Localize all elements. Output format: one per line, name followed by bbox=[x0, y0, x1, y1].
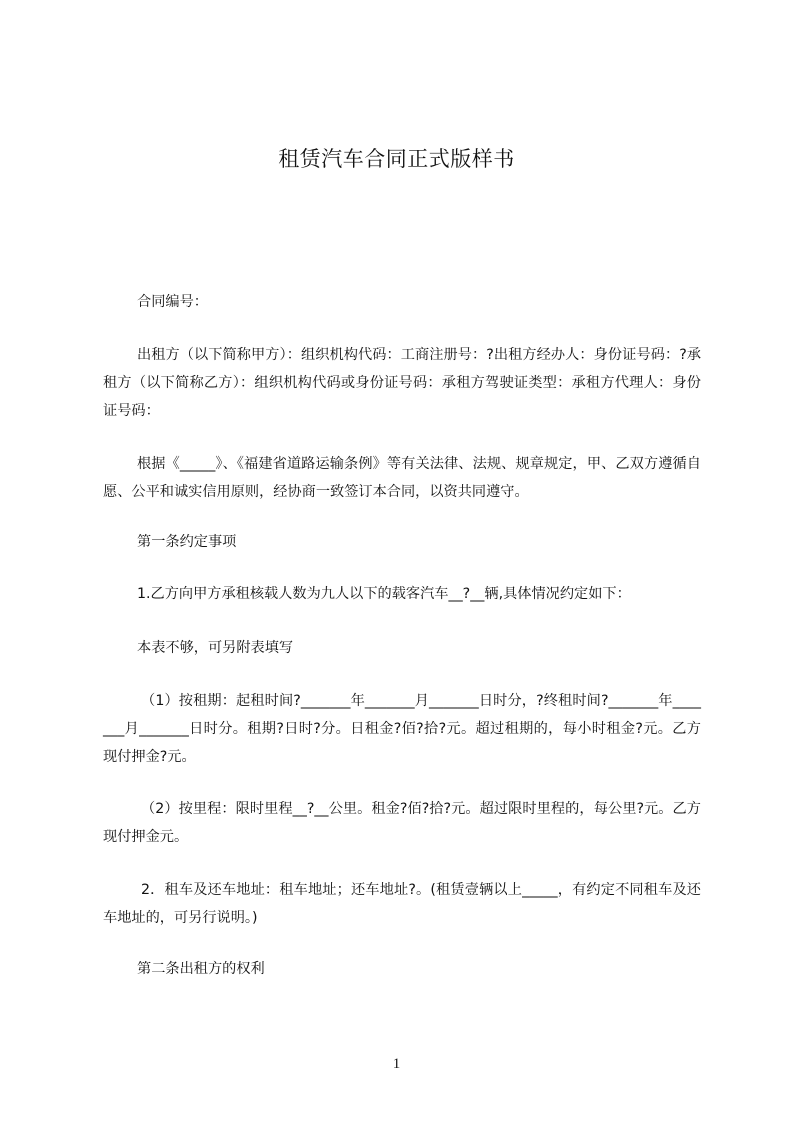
document-title: 租赁汽车合同正式版样书 bbox=[278, 147, 515, 171]
pickup-return-address-paragraph: 2．租车及还车地址：租车地址；还车地址?。(租赁壹辆以上_____，有约定不同租车及还车地址的，可另行说明。) bbox=[103, 882, 701, 926]
parties-paragraph: 出租方（以下简称甲方）：组织机构代码：工商注册号：?出租方经办人：身份证号码：?承租方（以下简称乙方）：组织机构代码或身份证号码：承租方驾驶证类型：承租方代理人：身份证号码： bbox=[103, 347, 701, 419]
rental-by-mileage-paragraph: （2）按里程：限时里程__?__公里。租金?佰?拾?元。超过限时里程的，每公里?元。乙方现付押金元。 bbox=[103, 801, 701, 845]
section-heading-1: 第一条约定事项 bbox=[137, 534, 237, 550]
basis-paragraph: 根据《_____》、《福建省道路运输条例》等有关法律、法规、规章规定，甲、乙双方遵循自愿、公平和诚实信用原则，经协商一致签订本合同，以资共同遵守。 bbox=[103, 456, 701, 500]
rental-by-period-paragraph: （1）按租期：起租时间?_______年_______月_______日时分，?终租时间?_______年_______月_______日时分。租期?日时?分。日租金?佰?拾?元。超过租期的，每小时租金?元。乙方现付押金?元。 bbox=[103, 693, 701, 765]
contract-number-line: 合同编号： bbox=[137, 294, 208, 310]
table-note: 本表不够，可另附表填写 bbox=[137, 640, 294, 656]
page-number: 1 bbox=[392, 1056, 401, 1072]
clause-1-paragraph: 1.乙方向甲方承租核载人数为九人以下的载客汽车__?__辆,具体情况约定如下： bbox=[137, 586, 631, 602]
section-heading-2: 第二条出租方的权利 bbox=[137, 961, 265, 977]
